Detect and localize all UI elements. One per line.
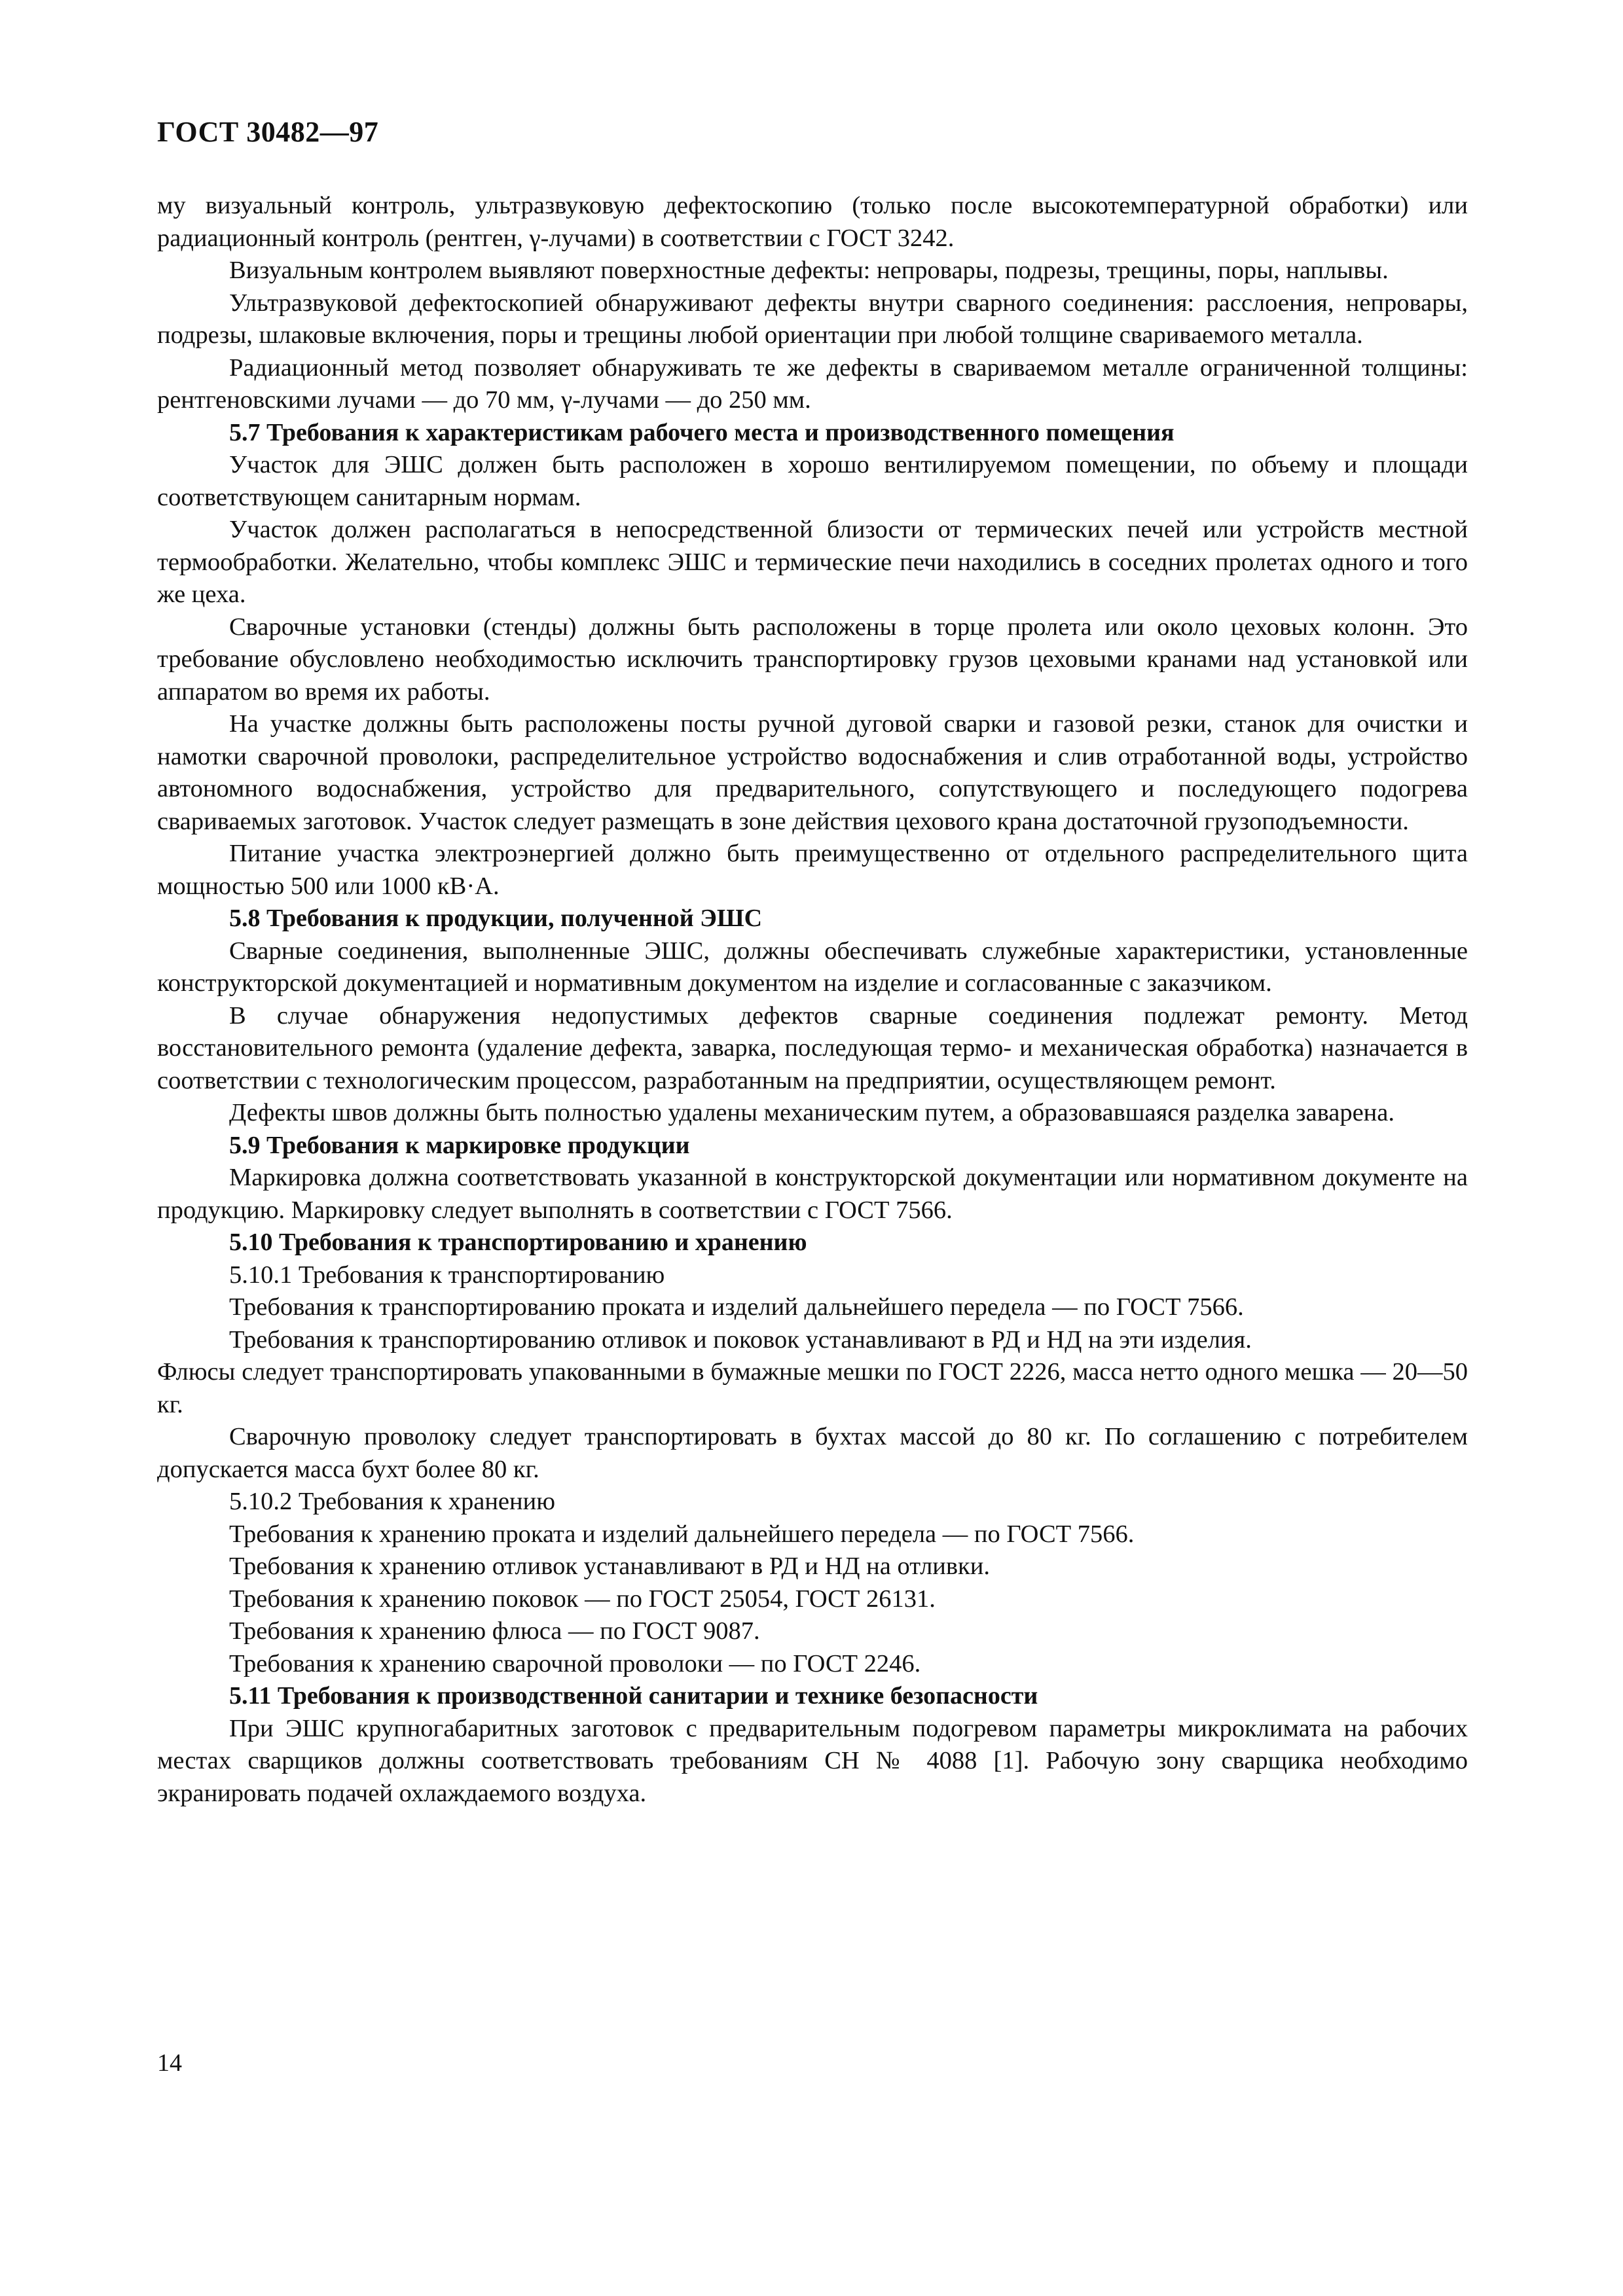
paragraph: Требования к хранению поковок — по ГОСТ 25054, ГОСТ 26131.	[229, 1585, 936, 1613]
paragraph: Участок должен располагаться в непосредственной близости от термических печей или устройств местной термообработки. Желательно, чтобы комплекс ЭШС и термические печи находились в соседних пролетах одного и того же цеха.	[157, 516, 1468, 608]
paragraph: При ЭШС крупногабаритных заготовок с предварительным подогревом параметры микроклимата на рабочих местах сварщиков должны соответствовать требованиям СН № 4088 [1]. Рабочую зону сварщика необходимо экранировать подачей охлаждаемого воздуха.	[157, 1714, 1468, 1807]
document-header: ГОСТ 30482—97	[157, 116, 379, 148]
paragraph: Требования к транспортированию отливок и поковок устанавливают в РД и НД на эти изделия.	[229, 1325, 1252, 1354]
paragraph: 5.10.2 Требования к хранению	[229, 1488, 555, 1515]
section-heading: 5.11 Требования к производственной санитарии и технике безопасности	[229, 1682, 1038, 1710]
paragraph: Питание участка электроэнергией должно быть преимущественно от отдельного распределительного щита мощностью 500 или 1000 кВ·А.	[157, 840, 1468, 900]
paragraph: Требования к хранению флюса — по ГОСТ 9087.	[229, 1617, 760, 1645]
paragraph: Флюсы следует транспортировать упакованными в бумажные мешки по ГОСТ 2226, масса нетто одного мешка — 20—50 кг.	[157, 1358, 1468, 1418]
paragraph: В случае обнаружения недопустимых дефектов сварные соединения подлежат ремонту. Метод восстановительного ремонта (удаление дефекта, заварка, последующая термо- и механическая обработка) назначается в соответствии с технологическим процессом, разработанным на предприятии, осуществляющем ремонт.	[157, 1001, 1468, 1094]
paragraph: Участок для ЭШС должен быть расположен в хорошо вентилируемом помещении, по объему и площади соответствующем санитарным нормам.	[157, 451, 1468, 511]
paragraph: 5.10.1 Требования к транспортированию	[229, 1261, 665, 1289]
paragraph: Сварочную проволоку следует транспортировать в бухтах массой до 80 кг. По соглашению с потребителем допускается масса бухт более 80 кг.	[157, 1423, 1468, 1483]
paragraph: Ультразвуковой дефектоскопией обнаруживают дефекты внутри сварного соединения: расслоения, непровары, подрезы, шлаковые включения, поры и трещины любой ориентации при любой толщине свариваемого металла.	[157, 289, 1468, 349]
paragraph: Маркировка должна соответствовать указанной в конструкторской документации или нормативном документе на продукцию. Маркировку следует выполнять в соответствии с ГОСТ 7566.	[157, 1164, 1468, 1224]
document-body	[157, 190, 1468, 1810]
paragraph: Визуальным контролем выявляют поверхностные дефекты: непровары, подрезы, трещины, поры, наплывы.	[229, 257, 1389, 284]
section-heading: 5.7 Требования к характеристикам рабочего места и производственного помещения	[229, 418, 1175, 446]
paragraph: му визуальный контроль, ультразвуковую дефектоскопию (только после высокотемпературной обработки) или радиационный контроль (рентген, γ-лучами) в соответствии с ГОСТ 3242.	[157, 192, 1468, 252]
paragraph: Требования к хранению проката и изделий дальнейшего передела — по ГОСТ 7566.	[229, 1520, 1135, 1548]
paragraph: Требования к хранению отливок устанавливают в РД и НД на отливки.	[229, 1552, 990, 1580]
paragraph: Дефекты швов должны быть полностью удалены механическим путем, а образовавшаяся разделка заварена.	[229, 1099, 1395, 1126]
page-number: 14	[157, 2049, 182, 2077]
paragraph: Требования к транспортированию проката и изделий дальнейшего передела — по ГОСТ 7566.	[229, 1293, 1244, 1321]
paragraph: Требования к хранению сварочной проволоки — по ГОСТ 2246.	[229, 1649, 921, 1677]
section-heading: 5.10 Требования к транспортированию и хранению	[229, 1229, 807, 1256]
section-heading: 5.9 Требования к маркировке продукции	[229, 1131, 690, 1159]
paragraph: Радиационный метод позволяет обнаруживать те же дефекты в свариваемом металле ограниченной толщины: рентгеновскими лучами — до 70 мм, γ-лучами — до 250 мм.	[157, 353, 1468, 414]
paragraph: Сварные соединения, выполненные ЭШС, должны обеспечивать служебные характеристики, установленные конструкторской документацией и нормативным документом на изделие и согласованные с заказчиком.	[157, 937, 1468, 997]
section-heading: 5.8 Требования к продукции, полученной ЭШС	[229, 905, 763, 932]
paragraph: Сварочные установки (стенды) должны быть расположены в торце пролета или около цеховых колонн. Это требование обусловлено необходимостью исключить транспортировку грузов цеховыми кранами над установкой или аппаратом во время их работы.	[157, 613, 1468, 706]
paragraph: На участке должны быть расположены посты ручной дуговой сварки и газовой резки, станок для очистки и намотки сварочной проволоки, распределительное устройство водоснабжения и слив отработанной воды, устройство автономного водоснабжения, устройство для предварительного, сопутствующего и последующего подогрева свариваемых заготовок. Участок следует размещать в зоне действия цехового крана достаточной грузоподъемности.	[157, 710, 1468, 835]
